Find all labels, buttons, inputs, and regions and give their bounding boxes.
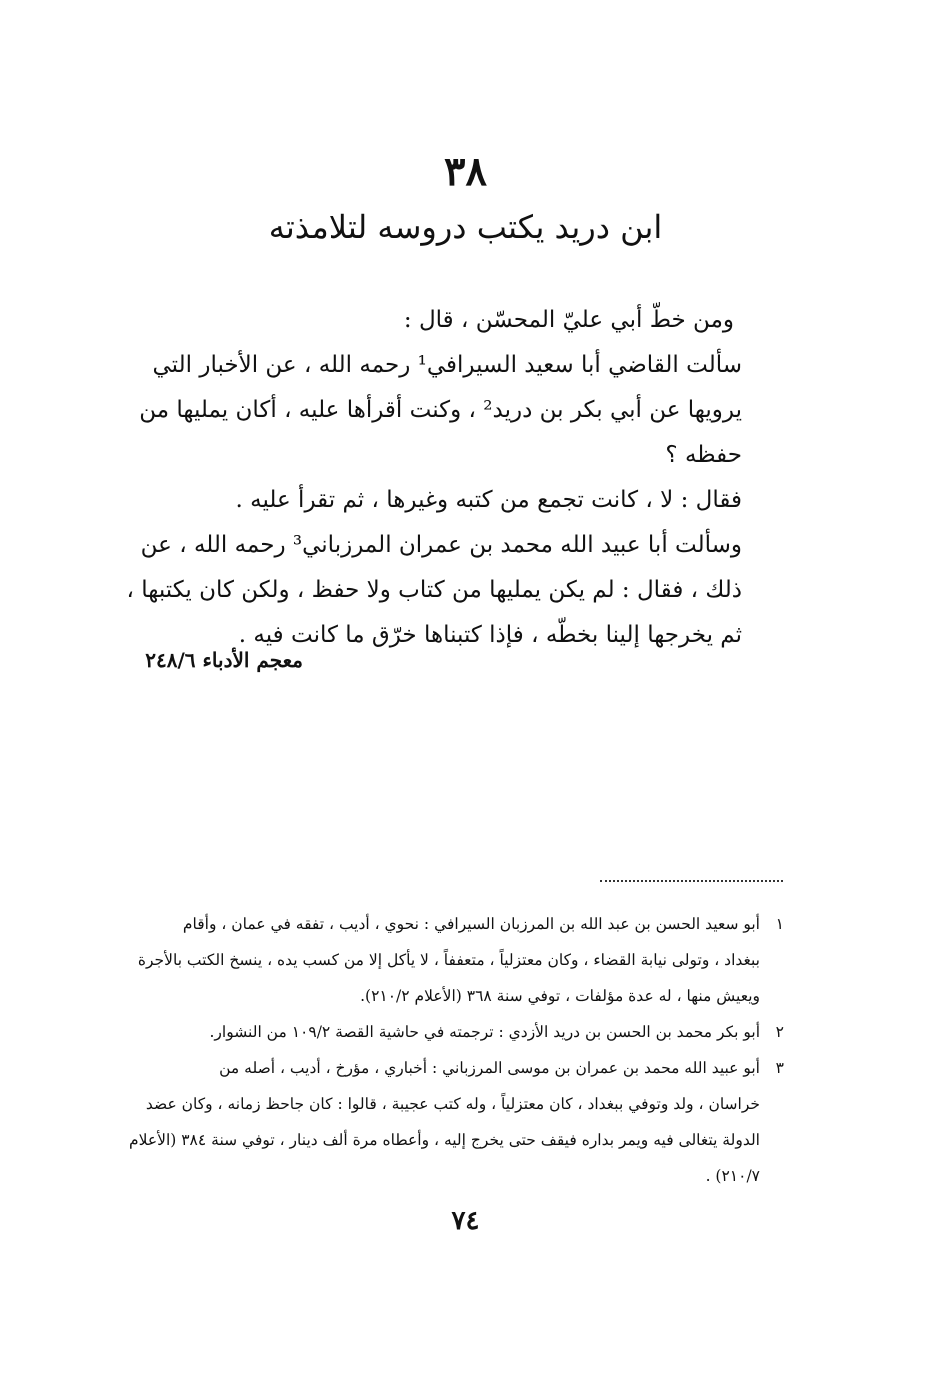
footnote-continuation: ببغداد ، وتولى نيابة القضاء ، وكان معتزلياً ، متعففاً ، لا يأكل إلا من كسب يده ، ينسخ الكتب بالأجرة ويعيش منها ، له عدة مؤلفات ، توفي سنة ٣٦٨ (الأعلام ٢١٠/٢). — [137, 951, 760, 1005]
source-citation: معجم الأدباء ٢٤٨/٦ — [145, 648, 303, 672]
footnote — [112, 1014, 784, 1050]
opening-line: ومن خطّ أبي عليّ المحسّن ، قال : — [403, 307, 734, 333]
footnote — [112, 906, 784, 942]
paragraph: فقال : لا ، كانت تجمع من كتبه وغيرها ، ثم تقرأ عليه . — [235, 487, 742, 513]
chapter-title: ابن دريد يكتب دروسه لتلامذته — [268, 208, 663, 246]
footnote-text: أبو سعيد الحسن بن عبد الله بن المرزبان السيرافي : نحوي ، أديب ، تفقه في عمان ، وأقام — [182, 915, 760, 933]
footnote-number: ٣ — [775, 1059, 784, 1077]
footnote-text: أبو بكر محمد بن الحسن بن دريد الأزدي : ترجمته في حاشية القصة ١٠٩/٢ من النشوار. — [209, 1023, 760, 1041]
footnote — [112, 1050, 784, 1086]
chapter-number: ٣٨ — [444, 148, 487, 195]
footnote-continuation: خراسان ، ولد وتوفي ببغداد ، كان معتزلياً ، وله كتب عجيبة ، قالوا : كان جاحظ زمانه ، وكان عضد الدولة يتغالى فيه ويمر بداره فيقف حتى يخرج إليه ، وأعطاه مرة ألف دينار ، توفي سنة ٣٨٤ (الأعلام ٢١٠/٧) . — [129, 1095, 760, 1185]
footnote-divider — [600, 880, 783, 882]
footnote-number: ١ — [775, 915, 784, 933]
footnotes — [112, 906, 784, 1194]
footnote-number: ٢ — [775, 1023, 784, 1041]
body-text — [102, 298, 782, 658]
footnote-text: أبو عبيد الله محمد بن عمران بن موسى المرزباني : أخباري ، مؤرخ ، أديب ، أصله من — [219, 1059, 760, 1077]
paragraph: وسألت أبا عبيد الله محمد بن عمران المرزباني³ رحمه الله ، عن ذلك ، فقال : لم يكن يمليها من كتاب ولا حفظ ، ولكن كان يكتبها ، ثم يخرجها إلينا بخطّه ، فإذا كتبناها خرّق ما كانت فيه . — [126, 532, 742, 648]
page-number: ٧٤ — [451, 1206, 480, 1236]
paragraph: سألت القاضي أبا سعيد السيرافي¹ رحمه الله ، عن الأخبار التي يرويها عن أبي بكر بن دريد² ، وكنت أقرأها عليه ، أكان يمليها من حفظه ؟ — [139, 352, 742, 468]
